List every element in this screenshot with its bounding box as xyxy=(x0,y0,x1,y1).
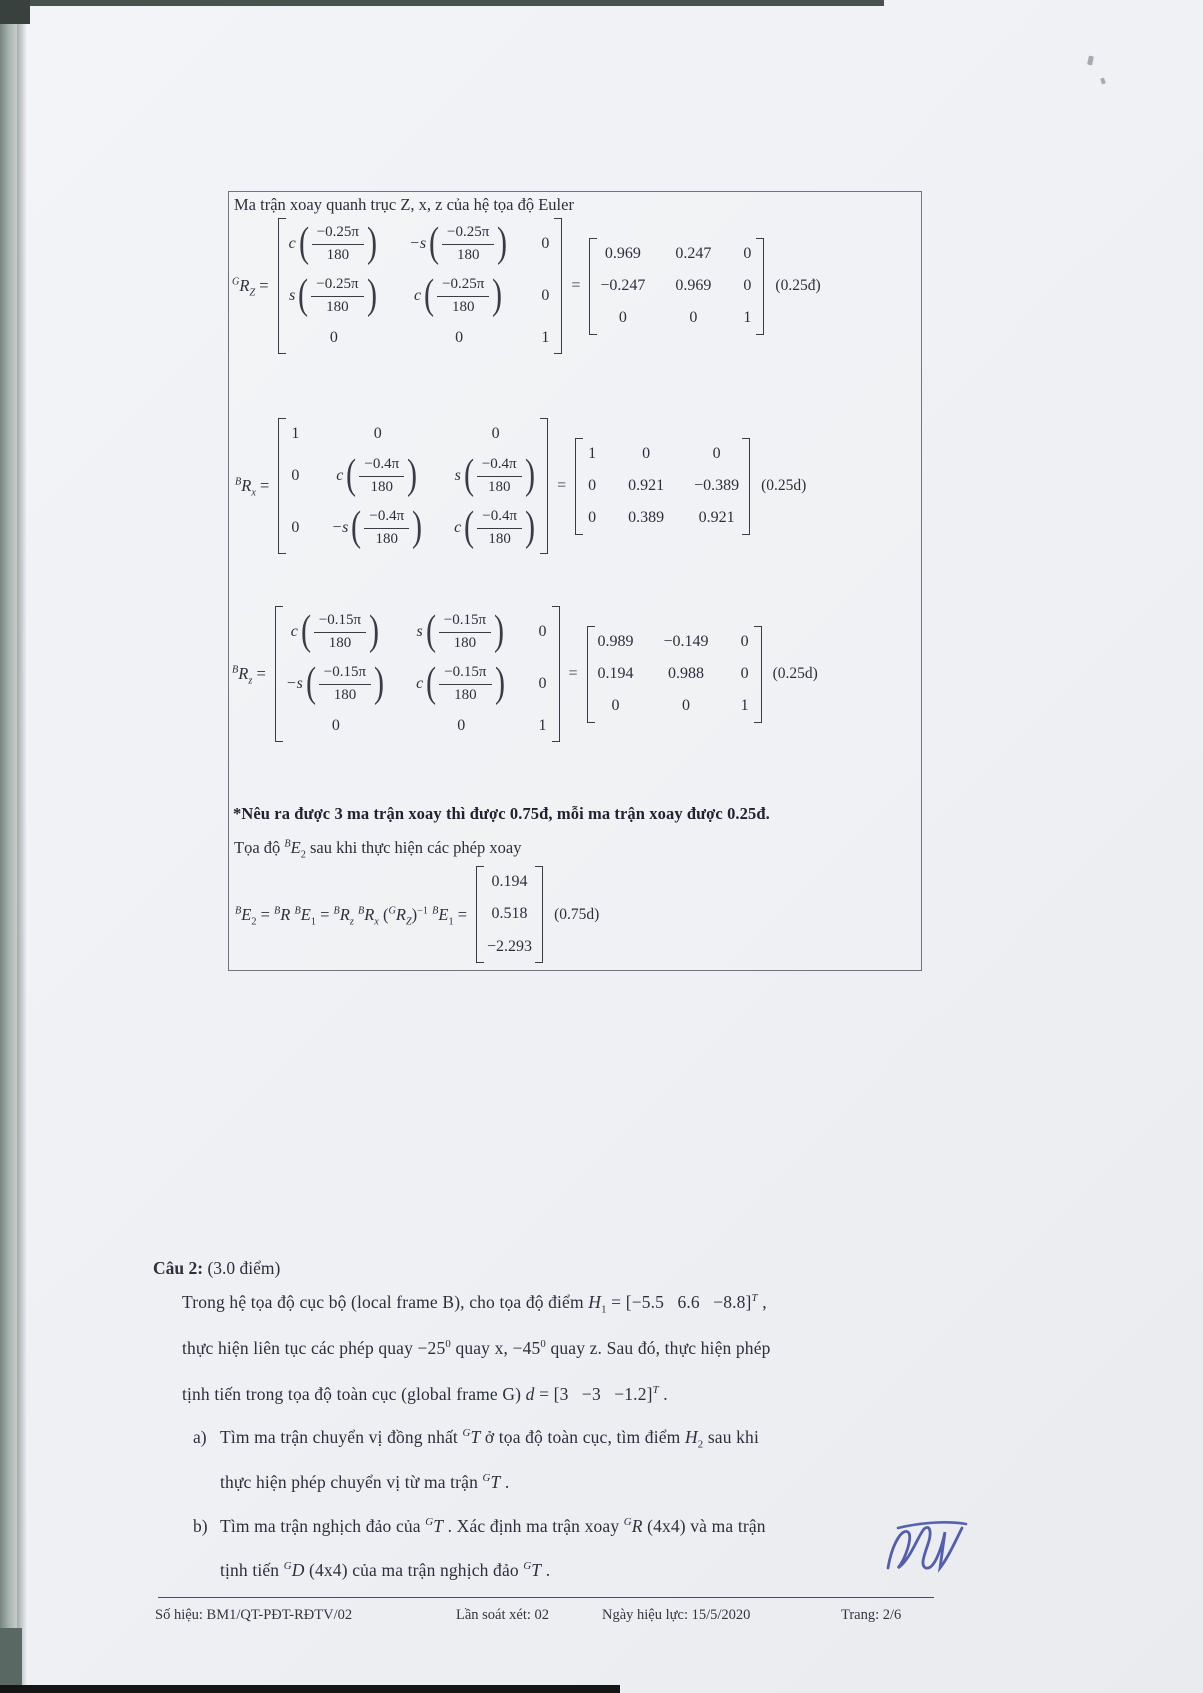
paper-shadow xyxy=(17,0,27,1693)
signature-initials xyxy=(878,1516,970,1578)
scan-speck xyxy=(1100,77,1106,84)
footer-divider xyxy=(158,1597,934,1598)
numeric-matrix-brx: 1 0 0 0 0.921 −0.389 0 0.389 0.921 xyxy=(575,438,750,535)
question2-heading xyxy=(153,1258,280,1279)
equation-rotation-x-local xyxy=(235,418,806,554)
matrix-label-brz: $^BR_z$ = xyxy=(232,664,266,687)
question2-points: (3.0 điểm) xyxy=(203,1258,281,1278)
scan-corner-bottom-left xyxy=(0,1628,22,1693)
numeric-matrix-grz: 0.969 0.247 0 −0.247 0.969 0 0 0 1 xyxy=(589,238,764,335)
question2-paragraph-line: tịnh tiến trong tọa độ toàn cục (global frame G) d = [3 −3 −1.2]$^T$ . xyxy=(182,1384,668,1404)
matrix-label-grz: $^GR_Z$ = xyxy=(232,276,269,299)
equals-sign: = xyxy=(557,477,567,495)
footer-effective-date: Ngày hiệu lực: 15/5/2020 xyxy=(602,1607,751,1623)
footer-page-number: Trang: 2/6 xyxy=(841,1607,902,1623)
equals-sign: = xyxy=(571,277,581,295)
result-vector-matrix: 0.194 0.518 −2.293 xyxy=(476,866,543,963)
question2-paragraph-line: Trong hệ tọa độ cục bộ (local frame B), cho tọa độ điểm $H_1 = [-5.5$ 6.6 −8.8]$^T$ , xyxy=(182,1292,767,1316)
item-a-line: thực hiện phép chuyển vị từ ma trận $^G$T . xyxy=(220,1472,510,1492)
symbolic-matrix-grz: c ( $\frac{-0.25\pi}{180}$ ) −s ( $\frac{-0.25\pi}{180}$ ) 0 s ( $\frac{-0.25\pi}{180}$ ) c ( $\frac{-0.25\pi}{180}$ ) 0 0 0 1 xyxy=(278,218,563,354)
item-a-line: Tìm ma trận chuyển vị đồng nhất $^G$T ở tọa độ toàn cục, tìm điểm $H_2$ sau khi xyxy=(220,1427,759,1451)
score-badge: (0.25d) xyxy=(772,665,818,683)
scan-edge-bottom xyxy=(0,1685,620,1693)
item-a-marker: a) xyxy=(193,1427,207,1447)
coordinate-intro: Tọa độ $^BE_2$ sau khi thực hiện các phép xoay xyxy=(234,838,522,861)
question2-paragraph-line: thực hiện liên tục các phép quay $-25^0$ quay x, $-45^0$ quay z. Sau đó, thực hiện phép xyxy=(182,1338,771,1358)
result-chain: $^BE_2 = ^BR$ $^BE_1 = ^BR_z$ $^BR_x$ $(^GR_Z)^{-1}$ $^BE_1$ = xyxy=(235,904,468,927)
item-b-marker: b) xyxy=(193,1516,208,1536)
footer-revision: Lần soát xét: 02 xyxy=(456,1607,550,1623)
equation-rotation-z-local xyxy=(232,606,818,742)
answer-box xyxy=(228,191,922,971)
footer-doc-code: Số hiệu: BM1/QT-PĐT-RĐTV/02 xyxy=(155,1607,353,1623)
item-b-line: Tìm ma trận nghịch đảo của $^G$T . Xác định ma trận xoay $^G$R (4x4) và ma trận xyxy=(220,1516,766,1536)
matrix-label-brx: $^BR_x$ = xyxy=(235,476,270,499)
scan-speck xyxy=(1087,56,1094,66)
question2-number: Câu 2: xyxy=(153,1258,204,1278)
scan-corner-top-left xyxy=(0,0,30,24)
euler-rotation-intro: Ma trận xoay quanh trục Z, x, z của hệ tọa độ Euler xyxy=(234,195,574,214)
numeric-matrix-brz: 0.989 −0.149 0 0.194 0.988 0 0 0 1 xyxy=(587,626,762,723)
symbolic-matrix-brz: c ( $\frac{-0.15\pi}{180}$ ) s ( $\frac{-0.15\pi}{180}$ ) 0 −s ( $\frac{-0.15\pi}{180}$ ) c ( $\frac{-0.15\pi}{180}$ ) 0 0 0 1 xyxy=(275,606,560,742)
score-badge: (0.25d) xyxy=(761,477,807,495)
item-b-line: tịnh tiến $^G$D (4x4) của ma trận nghịch đảo $^G$T . xyxy=(220,1560,551,1580)
grading-note: *Nêu ra được 3 ma trận xoay thì được 0.75đ, mỗi ma trận xoay được 0.25đ. xyxy=(233,804,770,823)
equation-rotation-z-global xyxy=(232,218,821,354)
score-badge: (0.25đ) xyxy=(775,277,821,295)
scan-edge-left xyxy=(0,0,17,1693)
score-badge: (0.75d) xyxy=(554,905,600,923)
scan-edge-top xyxy=(0,0,884,6)
symbolic-matrix-brx: 1 0 0 0 c ( $\frac{-0.4\pi}{180}$ ) s ( $\frac{-0.4\pi}{180}$ ) 0 −s ( $\frac{-0.4\pi}{180}$ ) c ( $\frac{-0.4\pi}{180}$ ) xyxy=(278,418,548,554)
equals-sign: = xyxy=(568,665,578,683)
equation-result-vector xyxy=(235,866,599,963)
